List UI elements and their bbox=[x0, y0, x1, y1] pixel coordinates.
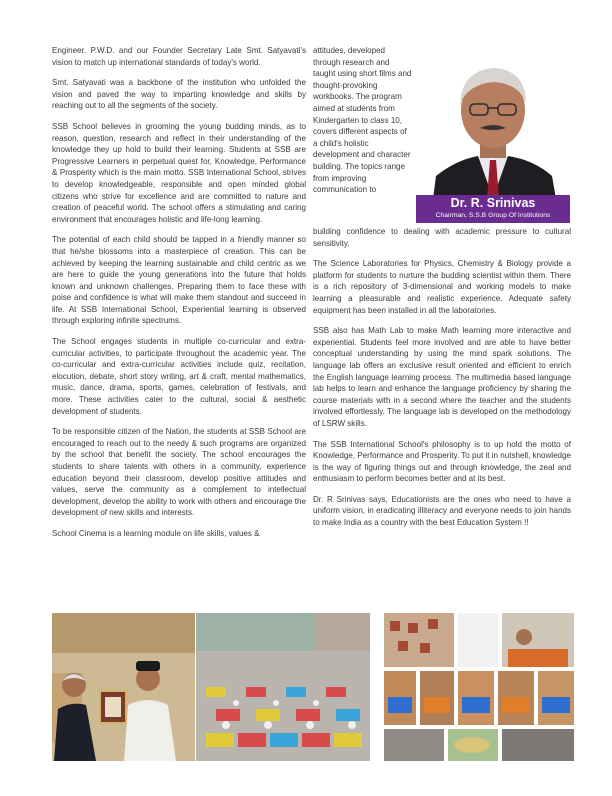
award-ceremony-illustration bbox=[52, 613, 195, 761]
photo-classroom-collage bbox=[384, 613, 574, 761]
paragraph: To be responsible citizen of the Nation, the students at SSB School are encouraged to reach out to the needy & such programs are organized by the school that benefit the society. The school encourages the students to share talents with others in a community, experience education beyond their classroom, develop positive attitudes and values, serve the community as a complement to intellectual development, develop the ability to work with others and encourage the development of new skills and interests. bbox=[52, 427, 306, 518]
yoga-session-illustration bbox=[196, 613, 370, 761]
paragraph: The School engages students in multiple co-curricular and extra-curricular activities, to participate throughout the academic year. The co-curricular and extra-curricular activities include quiz, recitation, elocution, debate, short story writing, art & craft, mental mathematics, music, dance, drama, sports, games, celebration of festivals, and more. These activities cater to the cultural, social & aesthetic development of students. bbox=[52, 337, 306, 416]
portrait-caption bbox=[416, 195, 570, 223]
paragraph: School Cinema is a learning module on life skills, values & bbox=[52, 528, 260, 538]
paragraph: SSB also has Math Lab to make Math learning more interactive and experiential. Students feel more involved and are able to have better conceptual understanding by using the mind spark solutions. The language lab offers an exclusive result oriented and efficient to enrich the English language learning process. The multimedia based language lab helps to learn and enhance the language proficiency by sharing the course materials with in a second where the teacher and the students involved effortlessly. The language lab is developed on the methodology of LSRW skills. bbox=[313, 326, 571, 428]
paragraph: Engineer. P.W.D. and our Founder Secretary Late Smt. Satyavati's vision to match up international standards of today's world. bbox=[52, 46, 306, 67]
caption-role: Chairman, S.S.B Group Of Institutions bbox=[435, 212, 551, 219]
paragraph: SSB School believes in grooming the young budding minds, as to reason, question, research and reflect in their understanding of the knowledge they up hold to build their learning. Students at SSB are Progressive Learners in perpetual quest for, Knowledge, Performance & Prosperity which is the main motto. SSB International School, strives to develop knowledgeable, responsible and open minded global citizens who strive for excellence and are committed to nature and creation of peaceful world. The school offers a stimulating and caring environment that encourages holistic and life-long learning. bbox=[52, 121, 306, 224]
caption-name: Dr. R. Srinivas bbox=[450, 196, 536, 210]
paragraph: Dr. R Srinivas says, Educationists are the ones who need to have a uniform vision, in eradicating illiteracy and everyone needs to join hands to make India as a country with the best Education System !! bbox=[313, 494, 571, 528]
paragraph: Smt. Satyavati was a backbone of the institution who unfolded the vision and paved the way to imparting knowledge and skills by reaching out to all the segments of the society. bbox=[52, 78, 306, 111]
paragraph: The Science Laboratories for Physics, Chemistry & Biology provide a platform for students to nurture the budding scientist within them. There is a rich repository of 3-dimensional and working models to make learning a pleasurable and realistic experience. Adequate safety equipment has been installed in all the laboratories. bbox=[313, 259, 571, 315]
left-column bbox=[52, 45, 306, 549]
paragraph: building confidence to dealing with academic pressure to cultural sensitivity. bbox=[313, 227, 571, 248]
photo-yoga-session bbox=[196, 613, 370, 761]
paragraph: The potential of each child should be tapped in a friendly manner so that he/she blossoms into a masterpiece of creation. This can be achieved by keeping the learning sustainable and child centric as we are here to guide the young generations into the future that holds known and unknown challenges. Preparing them to face these with poise and confidence is what will make them standout and succeed in life. At SSB International School, Experiential learning is observed through exploring infinite spectrums. bbox=[52, 235, 306, 326]
classroom-collage-illustration bbox=[384, 613, 574, 761]
paragraph: The SSB International School's philosophy is to up hold the motto of Knowledge, Performance and Prosperity. To put it in nutshell, knowledge is the way of figuring things out and through knowledge, the zeal and enthusiasm to perform becomes better and at its best. bbox=[313, 439, 571, 484]
right-column bbox=[313, 226, 571, 538]
photo-award-ceremony bbox=[52, 613, 195, 761]
portrait-wrap-text bbox=[313, 45, 413, 196]
paragraph: attitudes, developed through research and taught using short films and thought-provoking workbooks. The program aimed at students from Kindergarten to class 10, covers different aspects of a child's holistic development and character building. The topics range from improving communication to bbox=[313, 46, 412, 195]
